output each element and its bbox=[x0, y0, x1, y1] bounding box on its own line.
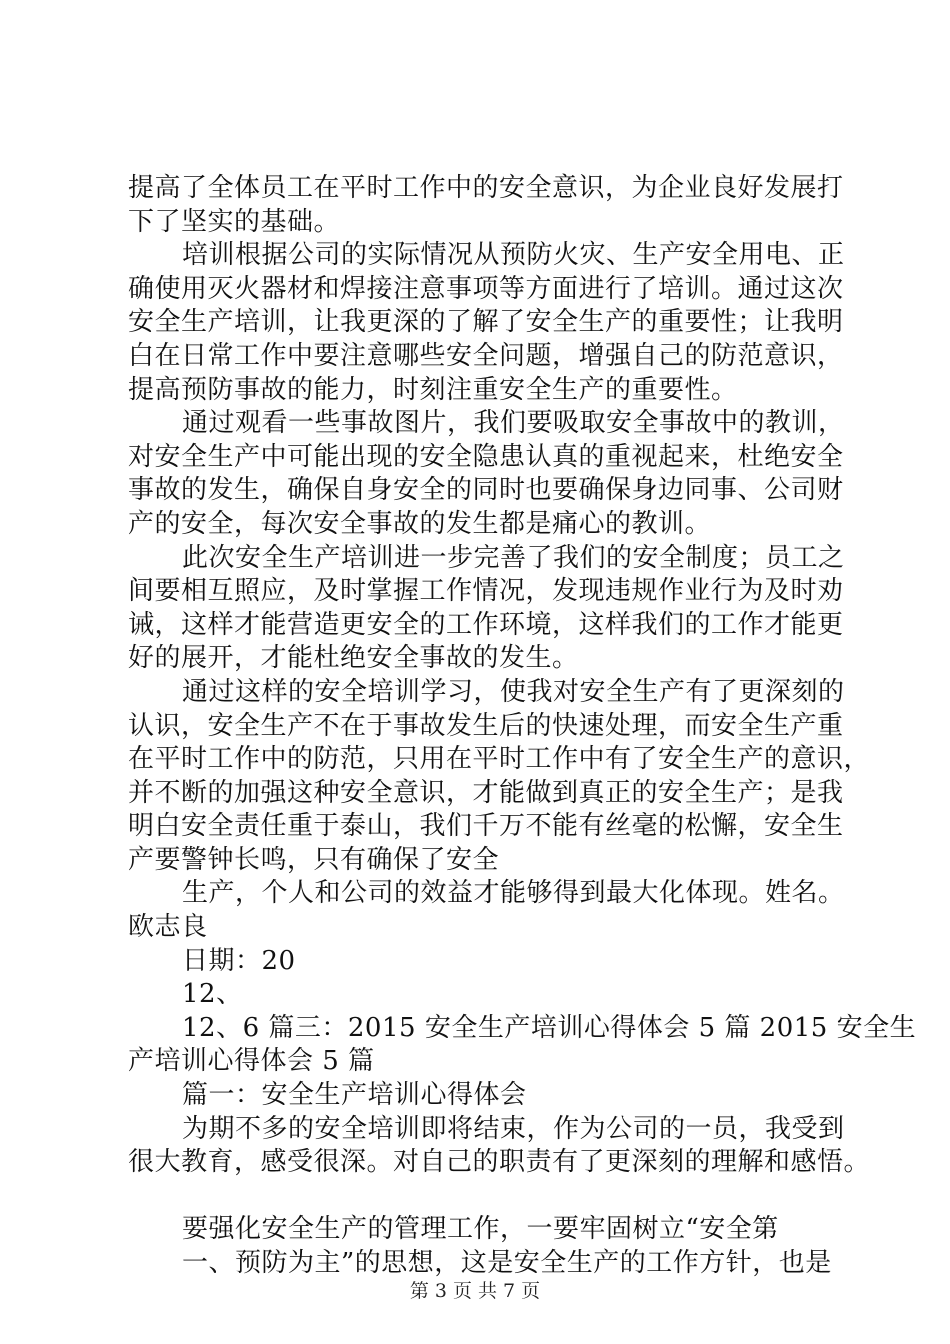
text-line: 欧志良 bbox=[128, 912, 208, 943]
text-line: 一、预防为主”的思想，这是安全生产的工作方针，也是 bbox=[182, 1248, 832, 1278]
text-line: 生产，个人和公司的效益才能够得到最大化体现。姓名。 bbox=[182, 878, 845, 909]
blank-line bbox=[128, 1180, 848, 1214]
text-line: 12、 bbox=[182, 979, 243, 1010]
text-line: 在平时工作中的防范，只用在平时工作中有了安全生产的意识， bbox=[128, 744, 871, 775]
text-line: 下了坚实的基础。 bbox=[128, 206, 341, 237]
text-line: 认识，安全生产不在于事故发生后的快速处理，而安全生产重 bbox=[128, 710, 844, 741]
text-line: 确使用灭火器材和焊接注意事项等方面进行了培训。通过这次 bbox=[128, 273, 844, 304]
text-line: 产要警钟长鸣，只有确保了安全 bbox=[128, 844, 500, 875]
text-line: 培训根据公司的实际情况从预防火灾、生产安全用电、正 bbox=[182, 240, 845, 271]
text-line: 提高预防事故的能力，时刻注重安全生产的重要性。 bbox=[128, 374, 738, 405]
text-line: 对安全生产中可能出现的安全隐患认真的重视起来，杜绝安全 bbox=[128, 441, 844, 472]
text-line: 产培训心得体会 5 篇 bbox=[128, 1046, 375, 1077]
text-line: 间要相互照应，及时掌握工作情况，发现违规作业行为及时劝 bbox=[128, 576, 844, 607]
text-line: 白在日常工作中要注意哪些安全问题，增强自己的防范意识， bbox=[128, 340, 844, 371]
text-line: 12、6 篇三：2015 安全生产培训心得体会 5 篇 2015 安全生 bbox=[182, 1012, 917, 1043]
text-line: 很大教育，感受很深。对自己的职责有了更深刻的理解和感悟。 bbox=[128, 1147, 871, 1178]
text-line: 明白安全责任重于泰山，我们千万不能有丝毫的松懈，安全生 bbox=[128, 811, 844, 842]
text-line: 日期：20 bbox=[182, 945, 296, 976]
text-line: 好的展开，才能杜绝安全事故的发生。 bbox=[128, 643, 579, 674]
page-footer: 第 3 页 共 7 页 bbox=[409, 1280, 541, 1302]
text-line: 要强化安全生产的管理工作，一要牢固树立“安全第 bbox=[182, 1214, 779, 1245]
text-line: 产的安全，每次安全事故的发生都是痛心的教训。 bbox=[128, 508, 712, 539]
text-line: 为期不多的安全培训即将结束，作为公司的一员，我受到 bbox=[182, 1113, 845, 1144]
text-line: 并不断的加强这种安全意识，才能做到真正的安全生产；是我 bbox=[128, 777, 844, 808]
text-line: 事故的发生，确保自身安全的同时也要确保身边同事、公司财 bbox=[128, 475, 844, 506]
text-line: 篇一：安全生产培训心得体会 bbox=[182, 1080, 527, 1111]
text-line: 通过这样的安全培训学习，使我对安全生产有了更深刻的 bbox=[182, 676, 845, 707]
text-line: 诫，这样才能营造更安全的工作环境，这样我们的工作才能更 bbox=[128, 609, 844, 640]
text-line: 安全生产培训，让我更深的了解了安全生产的重要性；让我明 bbox=[128, 307, 844, 338]
text-line: 提高了全体员工在平时工作中的安全意识，为企业良好发展打 bbox=[128, 173, 844, 203]
text-line: 此次安全生产培训进一步完善了我们的安全制度；员工之 bbox=[182, 542, 845, 573]
document-body bbox=[128, 172, 917, 1281]
text-line: 通过观看一些事故图片，我们要吸取安全事故中的教训， bbox=[182, 408, 845, 439]
